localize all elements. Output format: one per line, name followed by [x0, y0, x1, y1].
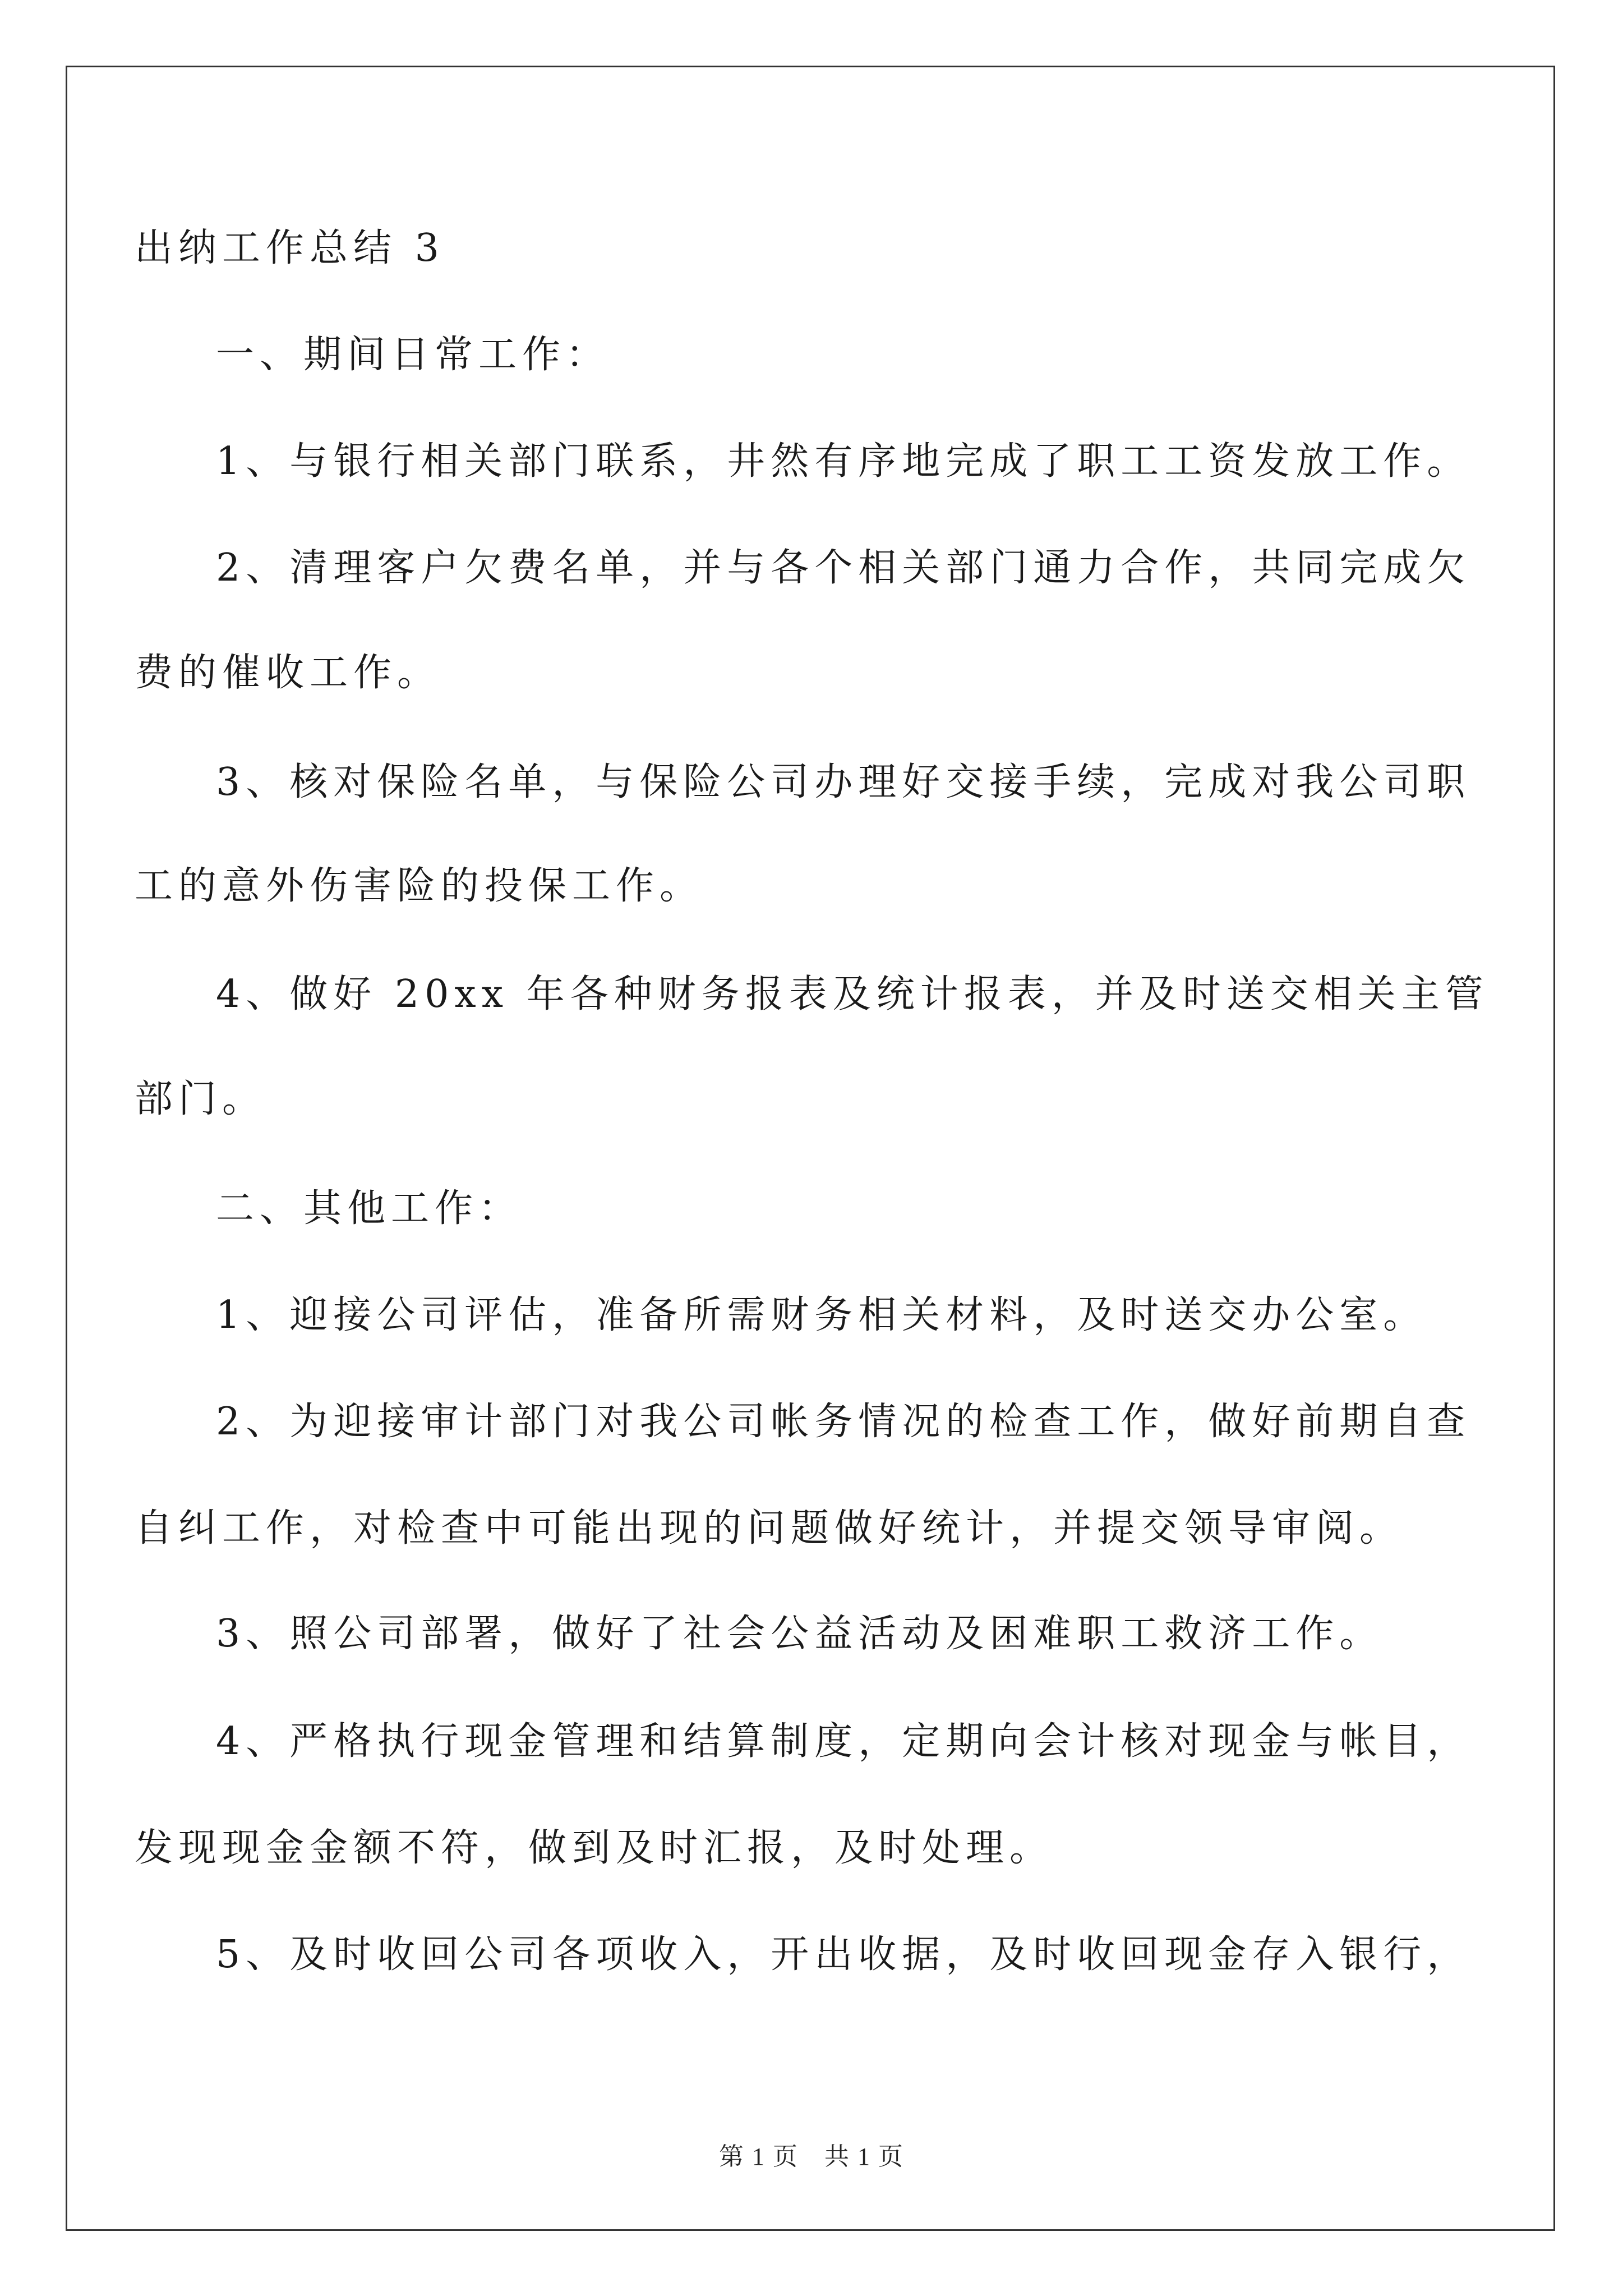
paragraph-line: 工的意外伤害险的投保工作。 [135, 864, 704, 908]
paragraph-line: 费的催收工作。 [135, 651, 441, 695]
document-title: 出纳工作总结 3 [135, 226, 445, 270]
paragraph-line: 2、为迎接审计部门对我公司帐务情况的检查工作，做好前期自查 [216, 1400, 1471, 1444]
paragraph-line: 5、及时收回公司各项收入，开出收据，及时收回现金存入银行， [216, 1932, 1471, 1977]
paragraph-line: 1、与银行相关部门联系，井然有序地完成了职工工资发放工作。 [216, 439, 1471, 484]
document-body [135, 0, 1488, 2132]
paragraph-line: 发现现金金额不符，做到及时汇报，及时处理。 [135, 1826, 1054, 1870]
section-heading: 二、其他工作： [216, 1186, 523, 1231]
paragraph-line: 3、核对保险名单，与保险公司办理好交接手续，完成对我公司职 [216, 760, 1471, 804]
paragraph-line: 4、做好 20xx 年各种财务报表及统计报表，并及时送交相关主管 [216, 972, 1489, 1016]
paragraph-line: 部门。 [135, 1077, 266, 1121]
section-heading: 一、期间日常工作： [216, 333, 610, 377]
paragraph-line: 3、照公司部署，做好了社会公益活动及困难职工救济工作。 [216, 1612, 1384, 1656]
paragraph-line: 自纠工作，对检查中可能出现的问题做好统计，并提交领导审阅。 [135, 1506, 1404, 1550]
paragraph-line: 1、迎接公司评估，准备所需财务相关材料，及时送交办公室。 [216, 1293, 1427, 1337]
paragraph-line: 2、清理客户欠费名单，并与各个相关部门通力合作，共同完成欠 [216, 546, 1471, 590]
page-footer: 第 1 页 共 1 页 [719, 2143, 904, 2170]
paragraph-line: 4、严格执行现金管理和结算制度，定期向会计核对现金与帐目， [216, 1719, 1471, 1764]
